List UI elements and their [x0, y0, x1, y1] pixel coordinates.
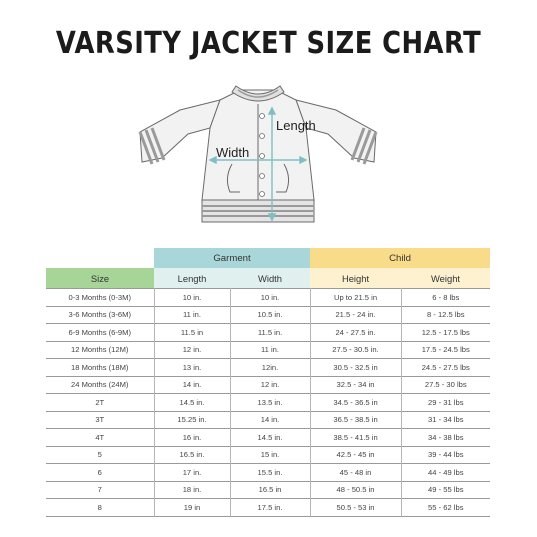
table-row [46, 481, 490, 499]
size-column-header: Size [46, 268, 154, 289]
height-cell: Up to 21.5 in [310, 289, 401, 307]
height-cell: 27.5 - 30.5 in. [310, 341, 401, 359]
group-header-row [46, 248, 490, 268]
size-cell: 12 Months (12M) [71, 345, 129, 355]
size-cell: 8 [97, 502, 102, 512]
width-cell: 11 in. [230, 341, 310, 359]
weight-column-header: Weight [401, 268, 490, 289]
length-cell: 19 in [154, 499, 230, 517]
weight-cell: 8 - 12.5 lbs [401, 306, 490, 324]
length-cell: 13 in. [154, 359, 230, 377]
weight-cell: 49 - 55 lbs [401, 481, 490, 499]
height-cell: 30.5 - 32.5 in [310, 359, 401, 377]
weight-cell: 39 - 44 lbs [401, 446, 490, 464]
width-cell: 15.5 in. [230, 464, 310, 482]
size-cell: 6-9 Months (6-9M) [68, 327, 131, 337]
height-cell: 21.5 - 24 in. [310, 306, 401, 324]
length-cell: 16 in. [154, 429, 230, 447]
width-cell: 11.5 in. [230, 324, 310, 342]
size-cell: 5 [97, 450, 102, 460]
width-cell: 10 in. [230, 289, 310, 307]
height-cell: 48 - 50.5 in [310, 481, 401, 499]
length-cell: 10 in. [154, 289, 230, 307]
width-cell: 17.5 in. [230, 499, 310, 517]
table-row [46, 394, 490, 412]
height-cell: 38.5 - 41.5 in [310, 429, 401, 447]
width-cell: 16.5 in [230, 481, 310, 499]
weight-cell: 24.5 - 27.5 lbs [401, 359, 490, 377]
weight-cell: 6 - 8 lbs [401, 289, 490, 307]
length-cell: 14.5 in. [154, 394, 230, 412]
width-column-header: Width [230, 268, 310, 289]
weight-cell: 29 - 31 lbs [401, 394, 490, 412]
size-cell: 24 Months (24M) [71, 380, 129, 390]
table-row [46, 429, 490, 447]
width-cell: 10.5 in. [230, 306, 310, 324]
table-row [46, 411, 490, 429]
length-label: Length [276, 118, 316, 133]
length-cell: 15.25 in. [154, 411, 230, 429]
jacket-illustration [128, 80, 388, 230]
weight-cell: 44 - 49 lbs [401, 464, 490, 482]
width-cell: 14 in. [230, 411, 310, 429]
size-table [46, 248, 490, 517]
height-cell: 50.5 - 53 in [310, 499, 401, 517]
size-cell: 7 [97, 485, 102, 495]
size-table-body [46, 289, 490, 517]
table-row [46, 446, 490, 464]
size-cell: 4T [95, 432, 105, 442]
height-column-header: Height [310, 268, 401, 289]
length-cell: 11.5 in [154, 324, 230, 342]
length-cell: 11 in. [154, 306, 230, 324]
height-cell: 45 - 48 in [310, 464, 401, 482]
weight-cell: 17.5 - 24.5 lbs [401, 341, 490, 359]
size-cell: 6 [97, 467, 102, 477]
weight-cell: 27.5 - 30 lbs [401, 376, 490, 394]
length-cell: 17 in. [154, 464, 230, 482]
height-cell: 32.5 - 34 in [310, 376, 401, 394]
jacket-diagram [128, 80, 388, 230]
width-label: Width [216, 145, 250, 160]
weight-cell: 12.5 - 17.5 lbs [401, 324, 490, 342]
size-cell: 3-6 Months (3-6M) [68, 310, 131, 320]
height-cell: 34.5 - 36.5 in [310, 394, 401, 412]
table-row [46, 499, 490, 517]
table-row [46, 289, 490, 307]
table-row [46, 359, 490, 377]
table-row [46, 324, 490, 342]
page-title: VARSITY JACKET SIZE CHART [55, 26, 482, 61]
table-row [46, 306, 490, 324]
table-row [46, 376, 490, 394]
width-cell: 14.5 in. [230, 429, 310, 447]
length-cell: 16.5 in. [154, 446, 230, 464]
size-cell: 2T [95, 397, 105, 407]
size-cell: 18 Months (18M) [71, 362, 129, 372]
height-cell: 24 - 27.5 in. [310, 324, 401, 342]
blank-header [46, 248, 154, 268]
weight-cell: 31 - 34 lbs [401, 411, 490, 429]
length-cell: 14 in. [154, 376, 230, 394]
weight-cell: 55 - 62 lbs [401, 499, 490, 517]
weight-cell: 34 - 38 lbs [401, 429, 490, 447]
garment-group-header: Garment [154, 248, 310, 268]
hem-band [202, 200, 314, 222]
size-cell: 3T [95, 415, 105, 425]
length-cell: 18 in. [154, 481, 230, 499]
width-cell: 13.5 in. [230, 394, 310, 412]
table-row [46, 464, 490, 482]
length-column-header: Length [154, 268, 230, 289]
size-cell: 0-3 Months (0-3M) [68, 292, 131, 302]
width-cell: 15 in. [230, 446, 310, 464]
height-cell: 36.5 - 38.5 in [310, 411, 401, 429]
column-header-row [46, 268, 490, 289]
width-cell: 12 in. [230, 376, 310, 394]
width-cell: 12in. [230, 359, 310, 377]
child-group-header: Child [310, 248, 490, 268]
height-cell: 42.5 - 45 in [310, 446, 401, 464]
table-row [46, 341, 490, 359]
length-cell: 12 in. [154, 341, 230, 359]
